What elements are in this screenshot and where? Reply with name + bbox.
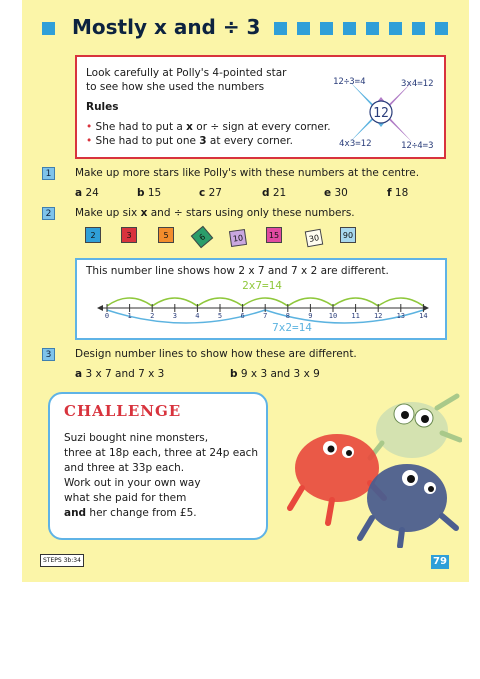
toy-monsters-photo xyxy=(272,388,462,548)
question-3-number: 3 xyxy=(42,348,55,361)
question-3-text: Design number lines to show how these are different. xyxy=(75,348,357,360)
challenge-line-5: what she paid for them xyxy=(64,492,187,504)
intro-line-2: to see how she used the numbers xyxy=(86,81,265,93)
tick-label: 13 xyxy=(396,312,406,320)
q1-item-c: c 27 xyxy=(199,187,222,199)
star-label-top-left: 12÷3=4 xyxy=(333,77,366,87)
tick-label: 2 xyxy=(150,312,155,320)
challenge-line-1: Suzi bought nine monsters, xyxy=(64,432,209,444)
title-square xyxy=(435,22,448,35)
tick-label: 3 xyxy=(172,312,177,320)
number-card: 10 xyxy=(229,229,247,247)
challenge-line-4: Work out in your own way xyxy=(64,477,201,489)
q1-item-d: d 21 xyxy=(262,187,287,199)
challenge-title: CHALLENGE xyxy=(64,402,182,420)
green-monster-image xyxy=(370,396,460,458)
number-line-caption: This number line shows how 2 x 7 and 7 x 2 are different. xyxy=(86,265,389,277)
star-center-number: 12 xyxy=(373,106,389,121)
star-label-bottom-left: 4x3=12 xyxy=(339,139,372,149)
number-card: 15 xyxy=(266,227,282,243)
question-2-text: Make up six x and ÷ stars using only these numbers. xyxy=(75,207,355,219)
q1-item-a: a 24 xyxy=(75,187,99,199)
title-square xyxy=(389,22,402,35)
tick-label: 8 xyxy=(285,312,290,320)
tick-label: 9 xyxy=(308,312,313,320)
bottom-handwritten-label: 7x2=14 xyxy=(272,321,312,334)
title-square xyxy=(274,22,287,35)
rules-heading: Rules xyxy=(86,101,119,113)
rules-box xyxy=(75,55,446,159)
rule-1: • She had to put a x or ÷ sign at every corner. xyxy=(86,121,331,133)
page-title: Mostly x and ÷ 3 xyxy=(72,15,261,39)
textbook-page xyxy=(22,0,469,582)
number-card: 30 xyxy=(305,229,324,248)
q3-item-a: a 3 x 7 and 7 x 3 xyxy=(75,368,165,380)
challenge-line-6: and her change from £5. xyxy=(64,507,197,519)
number-card: 2 xyxy=(85,227,101,243)
number-card: 6 xyxy=(191,226,214,249)
question-2-number: 2 xyxy=(42,207,55,220)
q1-item-b: b 15 xyxy=(137,187,162,199)
title-square xyxy=(412,22,425,35)
challenge-line-2: three at 18p each, three at 24p each xyxy=(64,447,259,459)
title-square xyxy=(297,22,310,35)
page-number: 79 xyxy=(431,555,449,569)
title-square xyxy=(366,22,379,35)
tick-label: 1 xyxy=(127,312,132,320)
number-card: 90 xyxy=(340,227,356,243)
tick-label: 12 xyxy=(373,312,383,320)
number-card: 5 xyxy=(158,227,174,243)
intro-line-1: Look carefully at Polly's 4-pointed star xyxy=(86,67,287,79)
q1-item-f: f 18 xyxy=(387,187,409,199)
tick-label: 10 xyxy=(328,312,338,320)
title-square-left xyxy=(42,22,55,35)
q1-item-e: e 30 xyxy=(324,187,348,199)
question-1-text: Make up more stars like Polly's with these numbers at the centre. xyxy=(75,167,420,179)
tick-label: 11 xyxy=(351,312,360,320)
steps-reference: STEPS 3b:34 xyxy=(40,554,84,567)
number-line-diagram xyxy=(77,260,445,338)
tick-label: 4 xyxy=(195,312,200,320)
title-square xyxy=(320,22,333,35)
question-1-number: 1 xyxy=(42,167,55,180)
tick-label: 7 xyxy=(263,312,268,320)
star-label-top-right: 3x4=12 xyxy=(401,79,434,89)
title-square xyxy=(343,22,356,35)
top-handwritten-label: 2x7=14 xyxy=(242,279,282,292)
number-line-box xyxy=(75,258,447,340)
number-line-ticks xyxy=(105,304,428,320)
tick-label: 5 xyxy=(217,312,223,320)
tick-label: 0 xyxy=(104,312,110,320)
q3-item-b: b 9 x 3 and 3 x 9 xyxy=(230,368,320,380)
rule-2: • She had to put one 3 at every corner. xyxy=(86,135,293,147)
challenge-box xyxy=(48,392,268,540)
number-card: 3 xyxy=(121,227,137,243)
tick-label: 14 xyxy=(419,312,428,320)
challenge-line-3: and three at 33p each. xyxy=(64,462,185,474)
tick-label: 6 xyxy=(240,312,245,320)
star-label-bottom-right: 12÷4=3 xyxy=(401,141,434,151)
